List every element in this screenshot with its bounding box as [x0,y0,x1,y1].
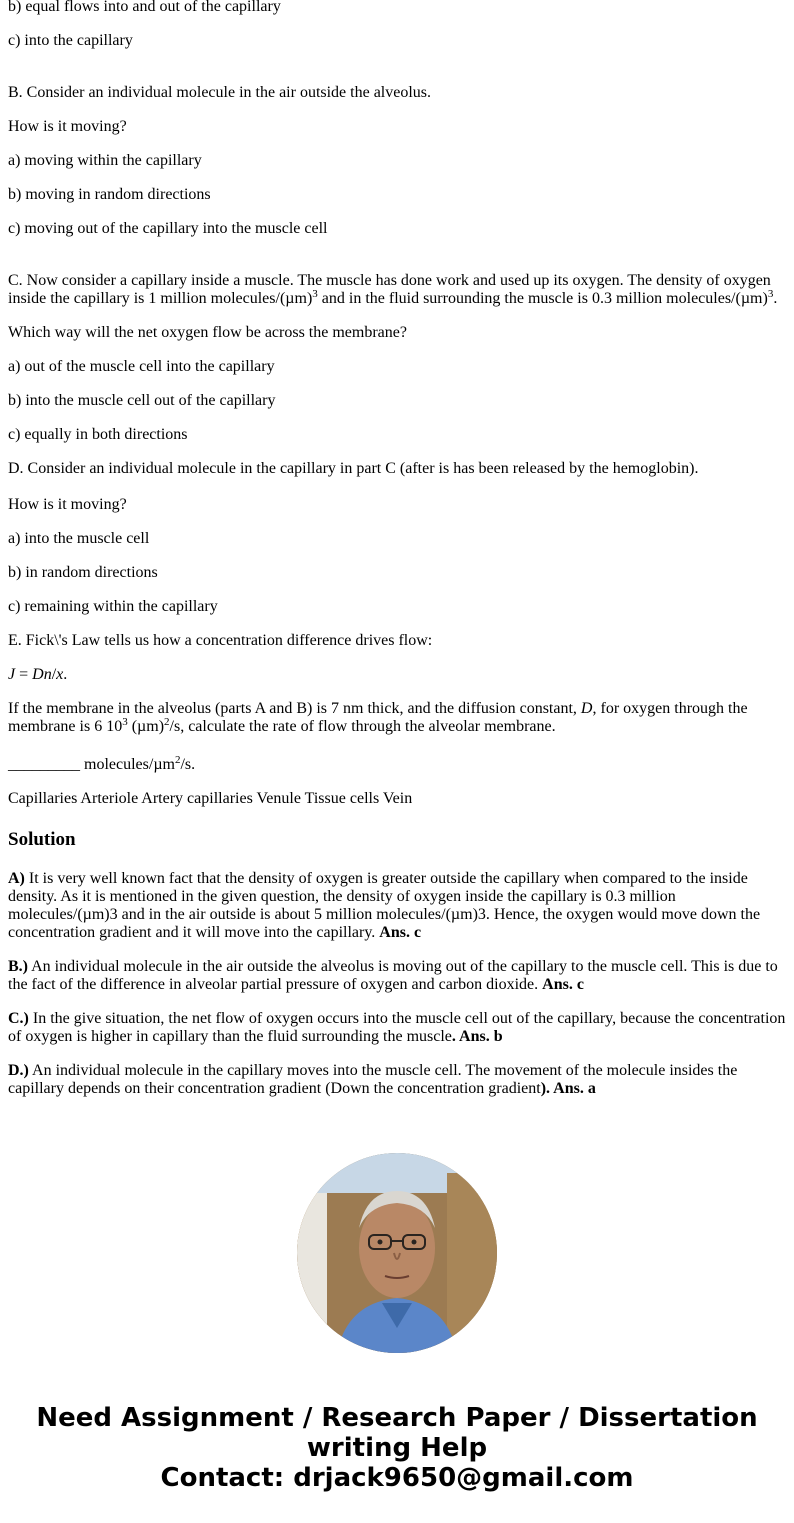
option-c-a: a) out of the muscle cell into the capillary [8,358,275,375]
question-e-intro: E. Fick\'s Law tells us how a concentration difference drives flow: [8,632,433,649]
banner-contact: Contact: drjack9650@gmail.com [160,1463,634,1493]
promo-banner [0,1403,794,1493]
spacer [8,66,788,84]
option-d-c: c) remaining within the capillary [8,598,218,615]
avatar-illustration [297,1153,497,1353]
avatar-photo [297,1153,497,1353]
solution-a: A) It is very well known fact that the density of oxygen is greater outside the capillary when compared to the inside density. As it is mentioned in the given question, the density of oxygen inside the capillary is 0.3 million molecules/(µm)3 and in the air outside is about 5 million molecules/(µm)3. Hence, the oxygen would move down the concentration gradient and it will move into the capillary. Ans. c [8,870,761,941]
option-c-b: b) into the muscle cell out of the capillary [8,392,276,409]
option-b-a: a) moving within the capillary [8,152,202,169]
option-b-c: c) moving out of the capillary into the muscle cell [8,220,328,237]
ficks-law-formula: J = Dn/x. [8,666,68,683]
solution-heading: Solution [8,829,76,850]
spacer [8,254,788,272]
answer-blank: _________ molecules/µm$^2$/s. [8,754,196,773]
question-c-prompt: Which way will the net oxygen flow be across the membrane? [8,324,407,341]
question-c-intro: C. Now consider a capillary inside a muscle. The muscle has done work and used up its oxygen. The density of oxygen inside the capillary is 1 million molecules/$(\mu m)^3$ and in the fluid surrounding the muscle is 0.3 million molecules/$(\mu m)^3$. [8,272,778,307]
question-d-intro: D. Consider an individual molecule in the capillary in part C (after is has been released by the hemoglobin). [8,460,699,477]
option-b-b: b) moving in random directions [8,186,211,203]
banner-line-1: Need Assignment / Research Paper / Dissertation [36,1403,758,1433]
question-d-prompt: How is it moving? [8,496,127,513]
question-e-body: If the membrane in the alveolus (parts A and B) is 7 nm thick, and the diffusion constant, D, for oxygen through the membrane is 6 $10^3$ $(\mu m)^2/s$, calculate the rate of flow through the alveolar membrane. [8,700,748,735]
option-a-b: b) equal flows into and out of the capillary [8,0,281,15]
solution-d: D.) An individual molecule in the capillary moves into the muscle cell. The movement of the molecule insides the capillary depends on their concentration gradient (Down the concentration gradient). Ans. a [8,1062,738,1097]
solution-c: C.) In the give situation, the net flow of oxygen occurs into the muscle cell out of the capillary, because the concentration of oxygen is higher in capillary than the fluid surrounding the muscle. Ans. b [8,1010,786,1045]
option-c-c: c) equally in both directions [8,426,188,443]
vessel-labels: Capillaries Arteriole Artery capillaries Venule Tissue cells Vein [8,790,413,807]
solution-b: B.) An individual molecule in the air outside the alveolus is moving out of the capillary to the muscle cell. This is due to the fact of the difference in alveolar partial pressure of oxygen and carbon dioxide. Ans. c [8,958,778,993]
option-a-c: c) into the capillary [8,32,133,49]
question-b-prompt: How is it moving? [8,118,127,135]
banner-line-2: writing Help [306,1433,488,1463]
tutor-avatar [297,1153,497,1353]
document-body [8,0,788,1114]
option-d-a: a) into the muscle cell [8,530,150,547]
question-b-intro: B. Consider an individual molecule in the air outside the alveolus. [8,84,432,101]
option-d-b: b) in random directions [8,564,158,581]
